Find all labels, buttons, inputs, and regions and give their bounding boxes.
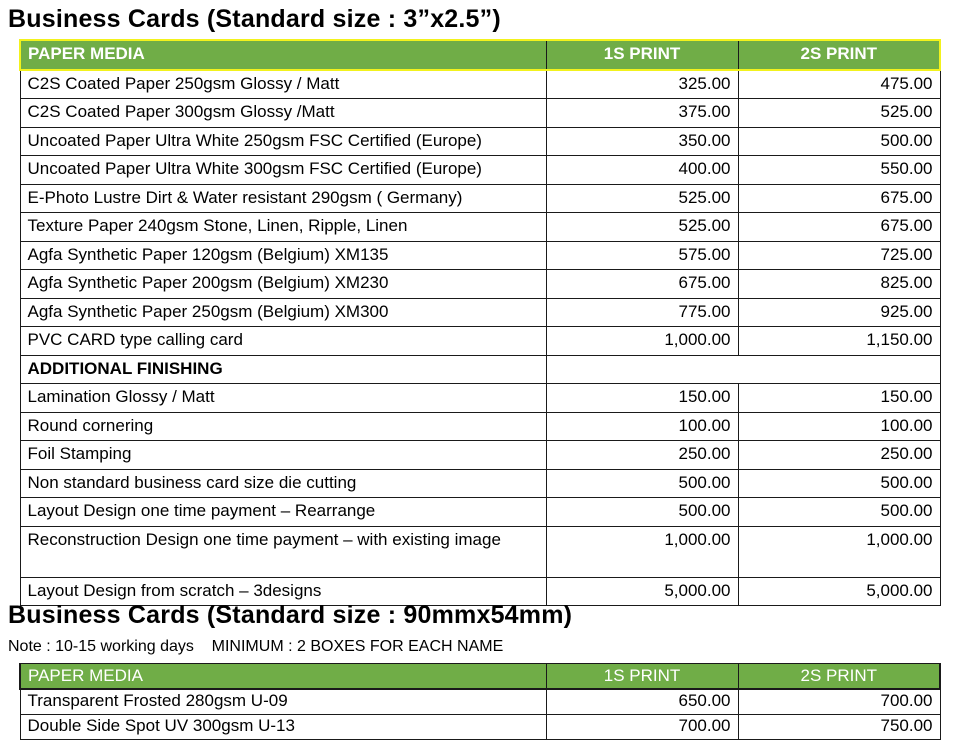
price-2s-cell: 925.00 bbox=[738, 298, 940, 327]
price-1s-cell: 500.00 bbox=[546, 498, 738, 527]
paper-media-cell: Agfa Synthetic Paper 250gsm (Belgium) XM300 bbox=[20, 298, 546, 327]
table-header-row bbox=[20, 664, 940, 690]
price-1s-cell: 250.00 bbox=[546, 441, 738, 470]
paper-media-cell: Uncoated Paper Ultra White 300gsm FSC Certified (Europe) bbox=[20, 156, 546, 185]
header-paper-media: PAPER MEDIA bbox=[20, 664, 546, 690]
price-2s-cell: 250.00 bbox=[738, 441, 940, 470]
table-row bbox=[20, 689, 940, 715]
price-1s-cell: 5,000.00 bbox=[546, 577, 738, 606]
business-cards-3x2.5-price-table bbox=[19, 39, 941, 606]
table-row bbox=[20, 441, 940, 470]
paper-media-cell: Agfa Synthetic Paper 200gsm (Belgium) XM230 bbox=[20, 270, 546, 299]
section1-title: Business Cards (Standard size : 3”x2.5”) bbox=[8, 5, 501, 33]
table-row bbox=[20, 384, 940, 413]
table-row bbox=[20, 298, 940, 327]
table-row bbox=[20, 498, 940, 527]
price-1s-cell: 375.00 bbox=[546, 99, 738, 128]
header-1s-print: 1S PRINT bbox=[546, 40, 738, 70]
paper-media-cell: PVC CARD type calling card bbox=[20, 327, 546, 356]
price-2s-cell: 825.00 bbox=[738, 270, 940, 299]
business-cards-90x54-price-table bbox=[19, 663, 941, 740]
paper-media-cell: Round cornering bbox=[20, 412, 546, 441]
paper-media-cell: Uncoated Paper Ultra White 250gsm FSC Certified (Europe) bbox=[20, 127, 546, 156]
paper-media-cell: Double Side Spot UV 300gsm U-13 bbox=[20, 715, 546, 740]
empty-cell bbox=[546, 355, 940, 384]
paper-media-cell: Lamination Glossy / Matt bbox=[20, 384, 546, 413]
table-row bbox=[20, 127, 940, 156]
paper-media-cell: C2S Coated Paper 300gsm Glossy /Matt bbox=[20, 99, 546, 128]
price-1s-cell: 775.00 bbox=[546, 298, 738, 327]
price-2s-cell: 500.00 bbox=[738, 469, 940, 498]
price-2s-cell: 750.00 bbox=[738, 715, 940, 740]
table-row bbox=[20, 184, 940, 213]
price-2s-cell: 150.00 bbox=[738, 384, 940, 413]
price-2s-cell: 700.00 bbox=[738, 689, 940, 715]
paper-media-cell: E-Photo Lustre Dirt & Water resistant 290gsm ( Germany) bbox=[20, 184, 546, 213]
table-row bbox=[20, 715, 940, 740]
paper-media-cell: Foil Stamping bbox=[20, 441, 546, 470]
price-1s-cell: 1,000.00 bbox=[546, 327, 738, 356]
price-1s-cell: 325.00 bbox=[546, 70, 738, 99]
price-2s-cell: 525.00 bbox=[738, 99, 940, 128]
price-1s-cell: 150.00 bbox=[546, 384, 738, 413]
price-2s-cell: 475.00 bbox=[738, 70, 940, 99]
price-2s-cell: 500.00 bbox=[738, 127, 940, 156]
table-row bbox=[20, 241, 940, 270]
header-2s-print: 2S PRINT bbox=[738, 664, 940, 690]
price-1s-cell: 1,000.00 bbox=[546, 526, 738, 577]
price-1s-cell: 100.00 bbox=[546, 412, 738, 441]
price-1s-cell: 350.00 bbox=[546, 127, 738, 156]
table-row bbox=[20, 412, 940, 441]
table-row bbox=[20, 213, 940, 242]
price-1s-cell: 400.00 bbox=[546, 156, 738, 185]
price-2s-cell: 100.00 bbox=[738, 412, 940, 441]
price-2s-cell: 725.00 bbox=[738, 241, 940, 270]
paper-media-cell: Texture Paper 240gsm Stone, Linen, Ripple, Linen bbox=[20, 213, 546, 242]
header-2s-print: 2S PRINT bbox=[738, 40, 940, 70]
table-header-row bbox=[20, 40, 940, 70]
paper-media-cell: Non standard business card size die cutting bbox=[20, 469, 546, 498]
paper-media-cell: Layout Design from scratch – 3designs bbox=[20, 577, 546, 606]
price-1s-cell: 650.00 bbox=[546, 689, 738, 715]
finishing-section-label: ADDITIONAL FINISHING bbox=[20, 355, 546, 384]
price-2s-cell: 1,000.00 bbox=[738, 526, 940, 577]
paper-media-cell: C2S Coated Paper 250gsm Glossy / Matt bbox=[20, 70, 546, 99]
price-1s-cell: 525.00 bbox=[546, 213, 738, 242]
price-1s-cell: 575.00 bbox=[546, 241, 738, 270]
finishing-section-row bbox=[20, 355, 940, 384]
paper-media-cell: Layout Design one time payment – Rearrange bbox=[20, 498, 546, 527]
price-2s-cell: 5,000.00 bbox=[738, 577, 940, 606]
price-2s-cell: 500.00 bbox=[738, 498, 940, 527]
price-1s-cell: 675.00 bbox=[546, 270, 738, 299]
table-row bbox=[20, 99, 940, 128]
price-2s-cell: 675.00 bbox=[738, 213, 940, 242]
header-1s-print: 1S PRINT bbox=[546, 664, 738, 690]
section2-title: Business Cards (Standard size : 90mmx54mm) bbox=[8, 601, 573, 629]
paper-media-cell: Transparent Frosted 280gsm U-09 bbox=[20, 689, 546, 715]
price-2s-cell: 1,150.00 bbox=[738, 327, 940, 356]
table-row bbox=[20, 70, 940, 99]
header-paper-media: PAPER MEDIA bbox=[20, 40, 546, 70]
table-row bbox=[20, 270, 940, 299]
table-row bbox=[20, 469, 940, 498]
price-1s-cell: 525.00 bbox=[546, 184, 738, 213]
paper-media-cell: Agfa Synthetic Paper 120gsm (Belgium) XM135 bbox=[20, 241, 546, 270]
paper-media-cell: Reconstruction Design one time payment – with existing image bbox=[20, 526, 546, 577]
price-1s-cell: 700.00 bbox=[546, 715, 738, 740]
table-row bbox=[20, 526, 940, 577]
price-2s-cell: 675.00 bbox=[738, 184, 940, 213]
table-row bbox=[20, 327, 940, 356]
price-1s-cell: 500.00 bbox=[546, 469, 738, 498]
price-2s-cell: 550.00 bbox=[738, 156, 940, 185]
section2-note: Note : 10-15 working days MINIMUM : 2 BOXES FOR EACH NAME bbox=[8, 638, 504, 655]
table-row bbox=[20, 156, 940, 185]
